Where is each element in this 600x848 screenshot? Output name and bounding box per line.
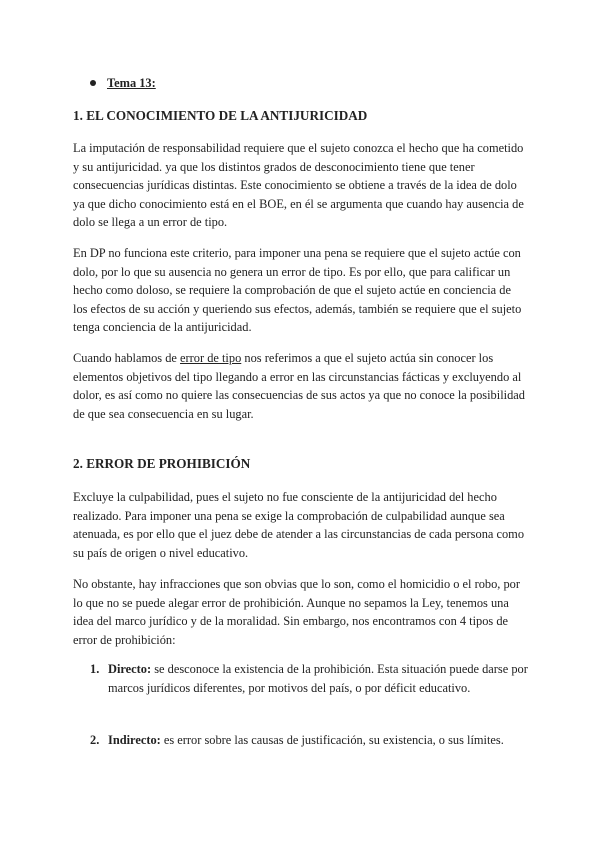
error-de-tipo-term: error de tipo bbox=[180, 351, 242, 365]
bullet-icon bbox=[90, 80, 96, 86]
tema-bullet bbox=[90, 74, 156, 93]
section1-paragraph-1: La imputación de responsabilidad requiere que el sujeto conozca el hecho que ha cometido y su antijuricidad. ya que los distintos grados de desconocimiento tiene que tener consecuencias jurídicas distintas. Este conocimiento se obtiene a través de la idea de dolo ya que dicho conocimiento está en el BOE, en él se argumenta que cuando hay ausencia de dolo se llega a un error de tipo. bbox=[73, 141, 524, 230]
list-text: se desconoce la existencia de la prohibición. Esta situación puede darse por marcos jurídicos diferentes, por motivos del país, o por déficit educativo. bbox=[108, 662, 528, 695]
list-text: es error sobre las causas de justificación, su existencia, o sus límites. bbox=[160, 733, 504, 747]
tema-label: Tema 13: bbox=[107, 76, 156, 90]
list-number: 2. bbox=[90, 733, 100, 747]
list-term: Directo: bbox=[108, 662, 152, 676]
list-number: 1. bbox=[90, 662, 100, 676]
list-item bbox=[90, 660, 530, 697]
section1-paragraph-3 bbox=[73, 349, 528, 423]
p3-text-after: nos referimos a que el sujeto actúa sin conocer los elementos objetivos del tipo llegando a error en las circunstancias fácticas y excluyendo al dolor, es así como no quiere las consecuencias de sus actos ya que no conoce la posibilidad de que sea consecuencia en su lugar. bbox=[73, 351, 525, 421]
section1-paragraph-2: En DP no funciona este criterio, para imponer una pena se requiere que el sujeto actúe con dolo, por lo que su ausencia no genera un error de tipo. Es por ello, que para calificar un hecho como doloso, se requiere la comprobación de que el sujeto actúe en conciencia de los efectos de su acción y queriendo sus efectos, además, también se requiere que el sujeto tenga conciencia de la antijuricidad. bbox=[73, 246, 522, 335]
list-term: Indirecto: bbox=[108, 733, 161, 747]
error-types-list-cont bbox=[90, 731, 530, 750]
section1-title: 1. EL CONOCIMIENTO DE LA ANTIJURICIDAD bbox=[73, 108, 368, 123]
p3-text-before: Cuando hablamos de bbox=[73, 351, 181, 365]
list-item bbox=[90, 731, 530, 750]
section2-title: 2. ERROR DE PROHIBICIÓN bbox=[73, 456, 251, 471]
section2-paragraph-1: Excluye la culpabilidad, pues el sujeto no fue consciente de la antijuricidad del hecho realizado. Para imponer una pena se exige la comprobación de culpabilidad aunque sea atenuada, es por ello que el juez debe de atender a las circunstancias de cada persona como su país de origen o nivel educativo. bbox=[73, 490, 525, 560]
section2-paragraph-2: No obstante, hay infracciones que son obvias que lo son, como el homicidio o el robo, por lo que no se puede alegar error de prohibición. Aunque no sepamos la Ley, tenemos una idea del marco jurídico y de la moralidad. Sin embargo, nos encontramos con 4 tipos de error de prohibición: bbox=[73, 577, 521, 647]
error-types-list bbox=[90, 660, 530, 697]
